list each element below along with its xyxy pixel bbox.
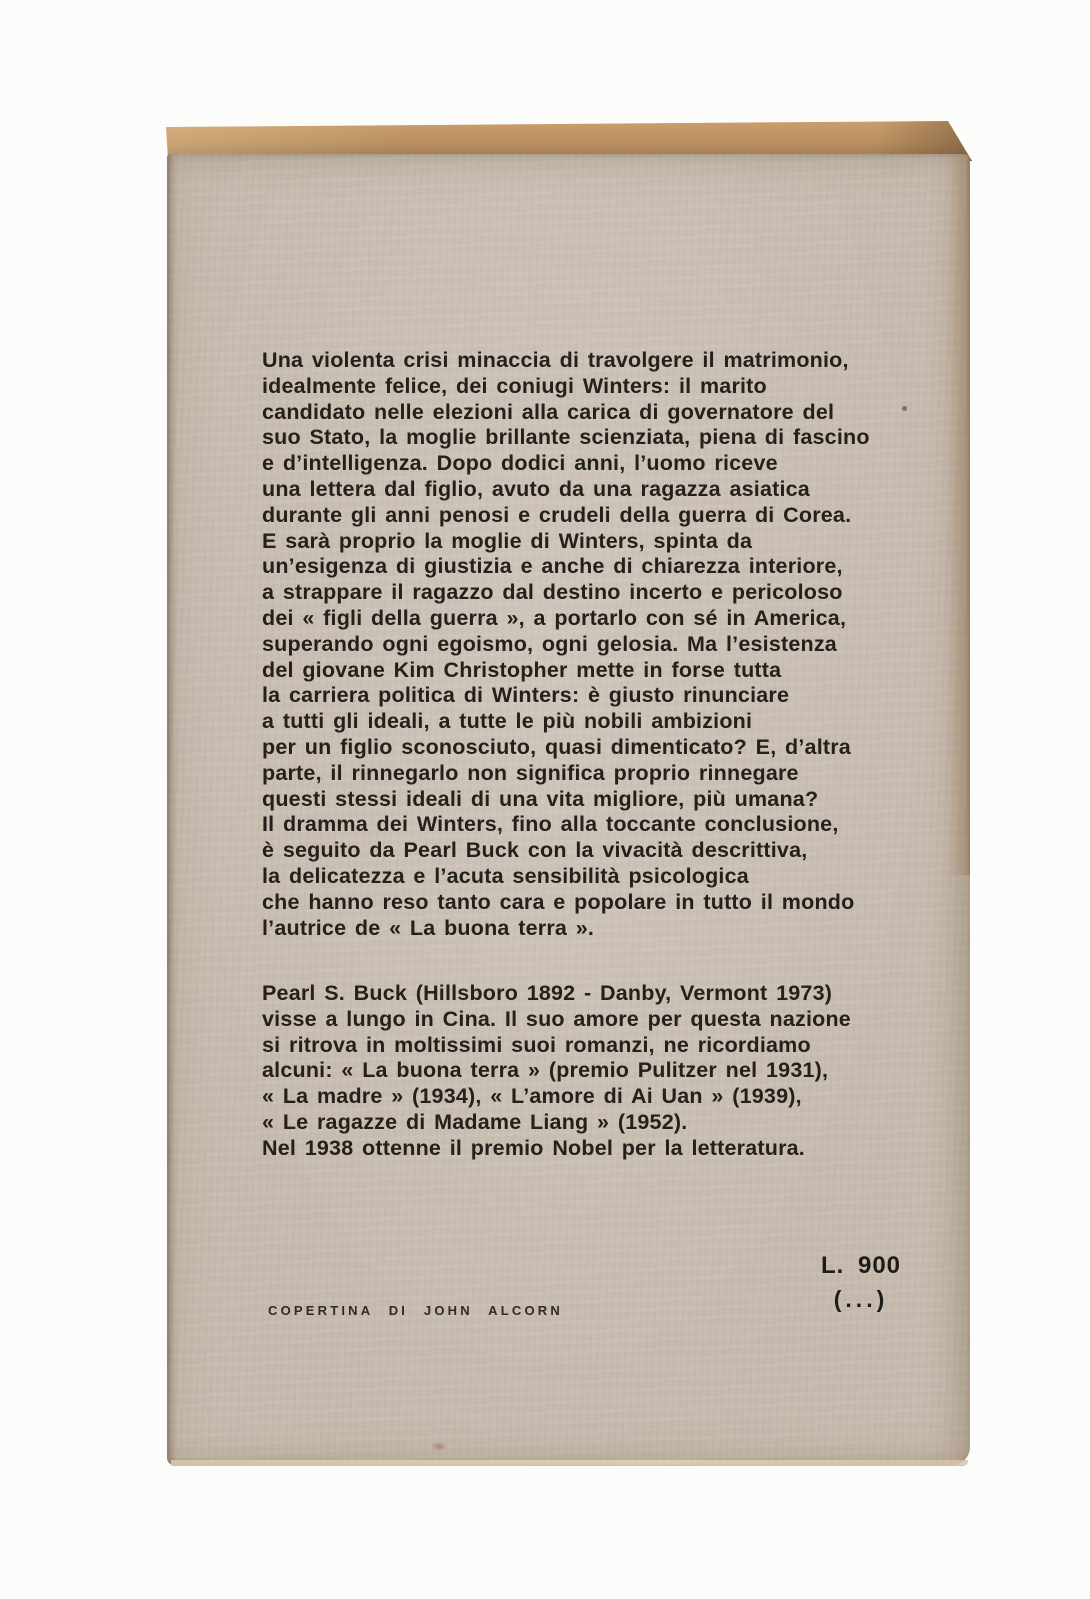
text-line: alcuni: « La buona terra » (premio Pulitzer nel 1931), [262,1058,829,1083]
text-line: Il dramma dei Winters, fino alla toccante conclusione, [262,812,839,837]
book-bottom-page-edge [171,1460,968,1465]
text-line: durante gli anni penosi e crudeli della guerra di Corea. [262,502,852,527]
author-bio-text [262,981,922,1162]
text-line: superando ogni egoismo, ogni gelosia. Ma l’esistenza [262,631,837,656]
price-note-text: (...) [833,1286,889,1312]
text-line: dei « figli della guerra », a portarlo con sé in America, [262,605,847,630]
text-line: E sarà proprio la moglie di Winters, spinta da [262,528,753,553]
text-line: un’esigenza di giustizia e anche di chiarezza interiore, [262,554,843,579]
text-line: che hanno reso tanto cara e popolare in tutto il mondo [262,889,855,914]
text-line: del giovane Kim Christopher mette in forse tutta [262,657,782,682]
text-line: questi stessi ideali di una vita migliore, più umana? [262,786,819,811]
text-line: si ritrova in moltissimi suoi romanzi, ne ricordiamo [262,1032,811,1057]
text-line: Pearl S. Buck (Hillsboro 1892 - Danby, Vermont 1973) [262,981,833,1005]
paper-stain [431,1442,447,1451]
price-text: L. 900 [820,1252,902,1279]
text-line: a strappare il ragazzo dal destino incerto e pericoloso [262,580,843,605]
text-line: è seguito da Pearl Buck con la vivacità descrittiva, [262,838,808,863]
text-line: « Le ragazze di Madame Liang » (1952). [262,1109,688,1134]
text-line: la delicatezza e l’acuta sensibilità psicologica [262,863,749,888]
text-line: visse a lungo in Cina. Il suo amore per questa nazione [262,1006,851,1031]
synopsis-text [262,348,922,941]
text-line: suo Stato, la moglie brillante scienziata, piena di fascino [262,425,870,450]
text-line: « La madre » (1934), « L’amore di Ai Uan » (1939), [262,1084,802,1109]
cover-design-credit: COPERTINA DI JOHN ALCORN [268,1303,563,1318]
text-line: l’autrice de « La buona terra ». [262,915,595,940]
price-block [801,1252,921,1313]
text-line: parte, il rinnegarlo non significa proprio rinnegare [262,760,799,785]
book-right-edge-shading [948,154,970,875]
book-cover-face [167,154,970,1465]
text-line: a tutti gli ideali, a tutte le più nobili ambizioni [262,709,753,734]
text-line: e d’intelligenza. Dopo dodici anni, l’uomo riceve [262,451,778,476]
text-line: una lettera dal figlio, avuto da una ragazza asiatica [262,476,810,501]
text-line: candidato nelle elezioni alla carica di governatore del [262,399,835,424]
text-line: idealmente felice, dei coniugi Winters: il marito [262,373,767,398]
text-line: Una violenta crisi minaccia di travolgere il matrimonio, [262,348,849,372]
text-line: la carriera politica di Winters: è giusto rinunciare [262,683,790,708]
text-line: per un figlio sconosciuto, quasi dimenticato? E, d’altra [262,734,851,759]
text-line: Nel 1938 ottenne il premio Nobel per la letteratura. [262,1135,805,1160]
print-fleck [902,406,907,411]
